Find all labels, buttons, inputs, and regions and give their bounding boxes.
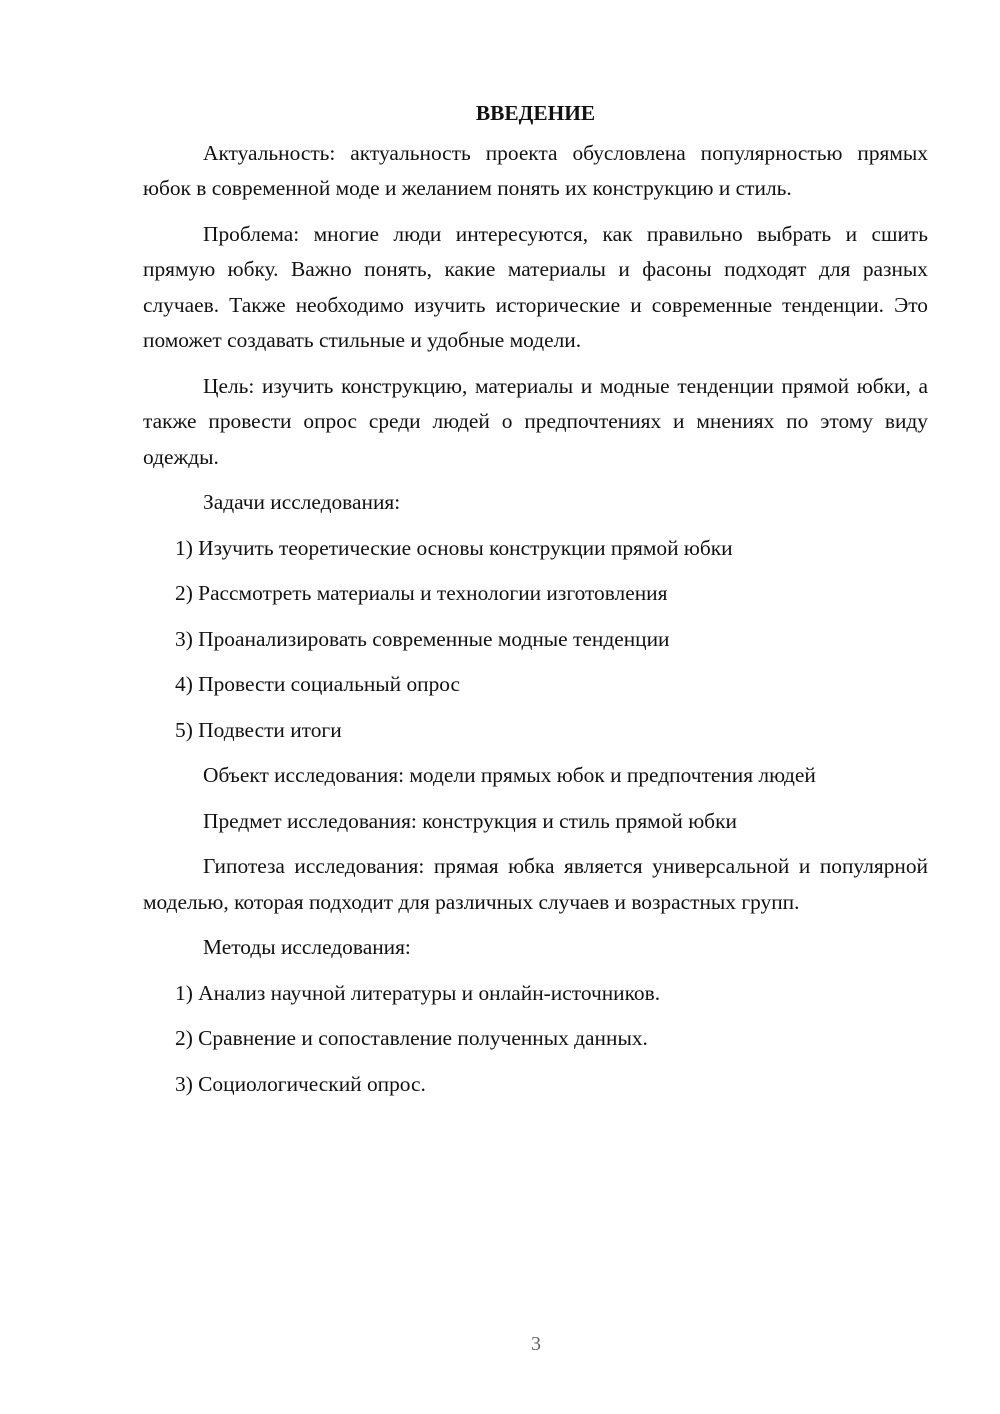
task-item: 3) Проанализировать современные модные тенденции — [175, 626, 670, 651]
method-item: 1) Анализ научной литературы и онлайн-источников. — [175, 980, 661, 1005]
task-item: 2) Рассмотреть материалы и технологии изготовления — [175, 581, 668, 605]
page-title: ВВЕДЕНИЕ — [475, 101, 596, 125]
page-number: 3 — [531, 1333, 541, 1355]
method-item: 3) Социологический опрос. — [175, 1071, 426, 1096]
methods-label: Методы исследования: — [203, 935, 411, 959]
problem-paragraph: Проблема: многие люди интересуются, как правильно выбрать и сшить прямую юбку. Важно понять, какие материалы и фасоны подходят для разных случаев. Также необходимо изучить исторические и современные тенденции. Это поможет создавать стильные и удобные модели. — [143, 221, 928, 352]
tasks-label: Задачи исследования: — [203, 490, 401, 514]
task-item: 1) Изучить теоретические основы конструкции прямой юбки — [175, 535, 733, 560]
document-body — [143, 96, 928, 1112]
relevance-paragraph: Актуальность: актуальность проекта обусловлена популярностью прямых юбок в современной моде и желанием понять их конструкцию и стиль. — [143, 140, 928, 200]
task-item: 5) Подвести итоги — [175, 717, 342, 742]
subject-line: Предмет исследования: конструкция и стиль прямой юбки — [203, 808, 737, 833]
task-item: 4) Провести социальный опрос — [175, 672, 461, 696]
goal-paragraph: Цель: изучить конструкцию, материалы и модные тенденции прямой юбки, а также провести опрос среди людей о предпочтениях и мнениях по этому виду одежды. — [143, 373, 928, 469]
hypothesis-paragraph: Гипотеза исследования: прямая юбка является универсальной и популярной моделью, которая подходит для различных случаев и возрастных групп. — [143, 854, 928, 914]
method-item: 2) Сравнение и сопоставление полученных данных. — [175, 1026, 648, 1050]
object-line: Объект исследования: модели прямых юбок и предпочтения людей — [203, 763, 816, 787]
